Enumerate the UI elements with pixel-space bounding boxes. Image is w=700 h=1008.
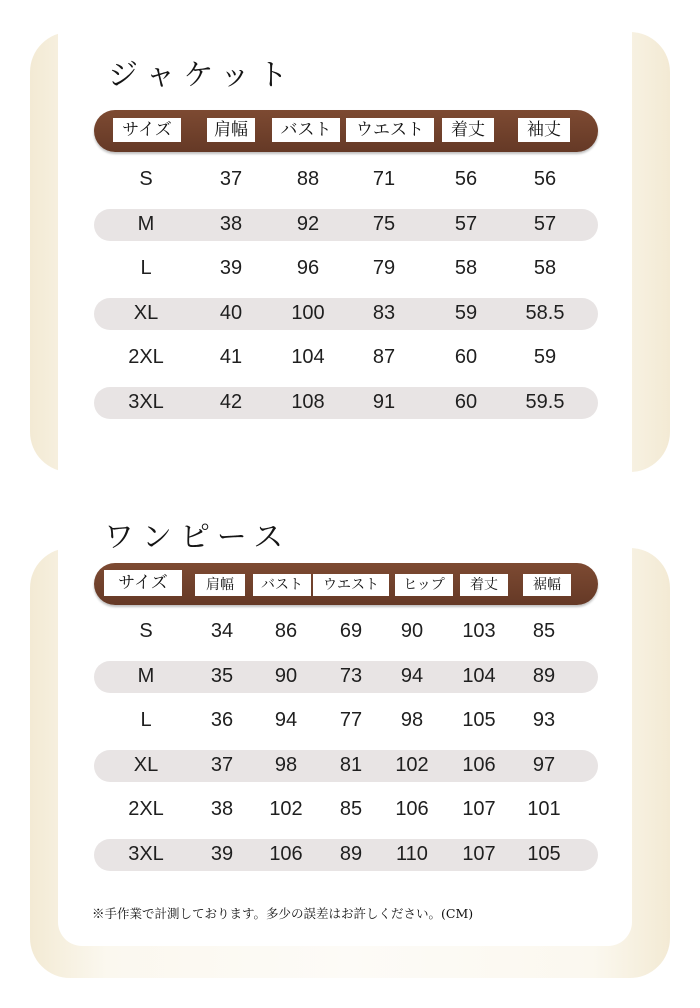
jacket-table-cell: 41: [219, 346, 243, 369]
dress-header-2: バスト: [253, 574, 311, 596]
dress-table-cell: 105: [527, 843, 561, 865]
dress-table-cell: 89: [339, 843, 363, 865]
jacket-table-cell: 75: [372, 212, 396, 235]
dress-table-cell: 106: [395, 798, 429, 821]
jacket-table-cell: 100: [291, 301, 325, 324]
dress-table-cell: 97: [532, 753, 556, 776]
jacket-size-label: M: [137, 212, 155, 235]
dress-table-cell: 102: [269, 798, 303, 821]
jacket-table-cell: 39: [219, 257, 243, 280]
dress-table-cell: 85: [532, 620, 556, 642]
jacket-table-cell: 58: [454, 257, 478, 280]
jacket-table-cell: 60: [454, 391, 478, 413]
jacket-table-cell: 58: [533, 257, 557, 280]
jacket-table-cell: 38: [219, 212, 243, 235]
dress-table-cell: 107: [462, 843, 496, 865]
jacket-table-cell: 88: [296, 168, 320, 190]
dress-table-cell: 107: [462, 798, 496, 821]
jacket-table-cell: 71: [372, 168, 396, 190]
dress-table-cell: 38: [210, 798, 234, 821]
jacket-table-cell: 91: [372, 391, 396, 413]
jacket-table-cell: 59.5: [525, 391, 565, 413]
measurement-note: ※手作業で計測しております。多少の誤差はお許しください。(CM): [92, 906, 474, 921]
jacket-table-cell: 58.5: [525, 301, 565, 324]
dress-table-cell: 36: [210, 709, 234, 732]
dress-table-cell: 37: [210, 753, 234, 776]
jacket-table-cell: 56: [533, 168, 557, 190]
dress-card: [58, 548, 632, 946]
dress-table-cell: 90: [274, 664, 298, 687]
jacket-table-cell: 42: [219, 391, 243, 413]
dress-header-1: 肩幅: [195, 574, 245, 596]
dress-table-cell: 106: [269, 843, 303, 865]
dress-table-cell: 73: [339, 664, 363, 687]
dress-table-cell: 93: [532, 709, 556, 732]
jacket-table-cell: 87: [372, 346, 396, 369]
jacket-size-label: L: [140, 257, 152, 280]
jacket-size-label: XL: [133, 301, 159, 324]
jacket-size-label: S: [139, 168, 153, 190]
dress-table-cell: 77: [339, 709, 363, 732]
dress-table-cell: 110: [396, 843, 428, 865]
dress-size-label: L: [140, 709, 152, 732]
jacket-table-cell: 92: [296, 212, 320, 235]
jacket-header-4: 着丈: [442, 118, 494, 142]
dress-table-cell: 103: [462, 620, 496, 642]
dress-table-cell: 39: [210, 843, 234, 865]
dress-table-cell: 35: [210, 664, 234, 687]
jacket-header-0: サイズ: [113, 118, 181, 142]
dress-table-cell: 94: [400, 664, 424, 687]
jacket-header-5: 袖丈: [518, 118, 570, 142]
jacket-table-cell: 79: [372, 257, 396, 280]
dress-size-label: 2XL: [128, 798, 164, 821]
dress-header-5: 着丈: [460, 574, 508, 596]
dress-table-cell: 98: [274, 753, 298, 776]
jacket-size-label: 2XL: [128, 346, 164, 369]
dress-table-cell: 94: [274, 709, 298, 732]
dress-table-cell: 105: [462, 709, 496, 732]
jacket-table-cell: 108: [291, 391, 325, 413]
jacket-table-cell: 40: [219, 301, 243, 324]
jacket-table-cell: 104: [291, 346, 325, 369]
jacket-header-2: バスト: [272, 118, 340, 142]
dress-table-cell: 89: [532, 664, 556, 687]
jacket-table-cell: 59: [454, 301, 478, 324]
jacket-table-cell: 37: [219, 168, 243, 190]
jacket-header-1: 肩幅: [207, 118, 255, 142]
dress-header-4: ヒップ: [395, 574, 453, 596]
dress-table-cell: 106: [462, 753, 496, 776]
dress-size-label: S: [139, 620, 153, 642]
jacket-title: ジャケット: [108, 58, 296, 93]
jacket-header-3: ウエスト: [346, 118, 434, 142]
dress-table-cell: 81: [339, 753, 363, 776]
dress-table-cell: 34: [210, 620, 234, 642]
dress-table-cell: 101: [527, 798, 561, 821]
jacket-table-cell: 56: [454, 168, 478, 190]
dress-table-cell: 102: [395, 753, 429, 776]
jacket-table-cell: 96: [296, 257, 320, 280]
dress-table-cell: 98: [400, 709, 424, 732]
jacket-table-cell: 60: [454, 346, 478, 369]
dress-header-3: ウエスト: [313, 574, 389, 596]
jacket-table-cell: 59: [533, 346, 557, 369]
dress-table-cell: 69: [339, 620, 363, 642]
dress-table-cell: 85: [339, 798, 363, 821]
dress-table-cell: 86: [274, 620, 298, 642]
jacket-size-label: 3XL: [128, 391, 164, 413]
dress-size-label: XL: [133, 753, 159, 776]
dress-header-6: 裾幅: [523, 574, 571, 596]
dress-size-label: M: [137, 664, 155, 687]
jacket-table-cell: 57: [533, 212, 557, 235]
dress-table-cell: 90: [400, 620, 424, 642]
jacket-table-cell: 83: [372, 301, 396, 324]
dress-size-label: 3XL: [128, 843, 164, 865]
dress-title: ワンピース: [104, 520, 292, 555]
dress-header-0: サイズ: [104, 570, 182, 596]
dress-table-cell: 104: [462, 664, 496, 687]
jacket-table-cell: 57: [454, 212, 478, 235]
